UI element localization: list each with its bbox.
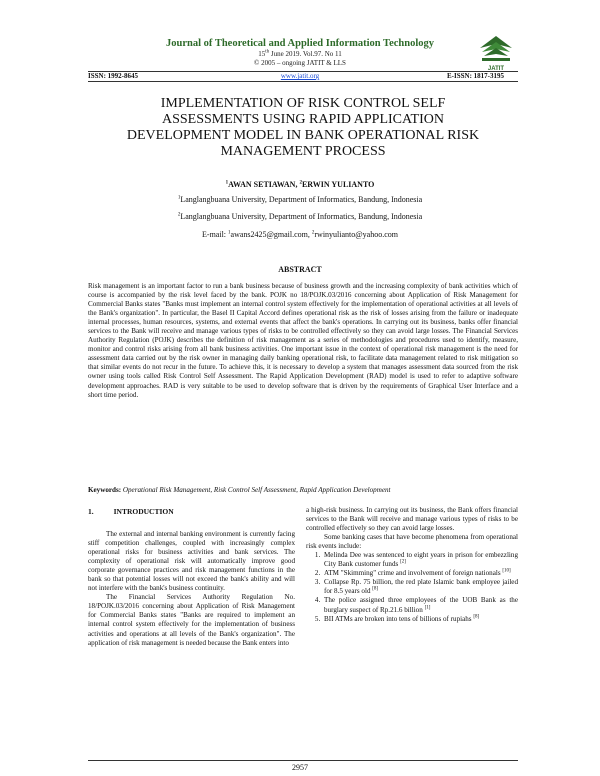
eissn-label: E-ISSN: 1817-3195 [447,72,504,80]
operational-risk-events-list [306,551,518,623]
list-item: 4. The police assigned three employees of the UOB Bank as the burglary suspect of Rp.21.6 billion [1] [322,596,518,614]
intro-paragraph: The Financial Services Authority Regulation No. 18/POJK.03/2016 concerning about Application of Risk Management for Commercial Banks states "Banks are required to implement an internal control system effectively for the implementation of business activities and operations at all levels of the Bank's organization". The application of risk management is needed because the Bank enters into [88,593,295,647]
intro-events-lead: Some banking cases that have become phenomena from operational risk events include: [306,533,518,551]
footer-rule [88,760,518,761]
journal-title: Journal of Theoretical and Applied Information Technology [166,38,434,49]
intro-left-column [88,530,295,648]
title-line: ASSESSMENTS USING RAPID APPLICATION [162,112,444,127]
journal-issue-date: 15th June 2019. Vol.97. No 11 [258,49,342,58]
title-line: MANAGEMENT PROCESS [220,144,386,159]
journal-copyright: © 2005 – ongoing JATIT & LLS [254,59,346,67]
journal-website-link[interactable]: www.jatit.org [280,72,320,80]
list-item: 1. Melinda Dee was sentenced to eight years in prison for embezzling City Bank customer funds [2] [322,551,518,569]
author-list: $^1$AWAN SETIAWAN, $^2$ERWIN YULIANTO [225,180,375,189]
logo-text: JATIT [487,66,505,72]
list-item: 2. ATM "Skimming" crime and involvement of foreign nationals [10] [322,569,518,578]
author-emails: E-mail: $^1$awans2425@gmail.com, $^2$rwinyulianto@yahoo.com [202,230,398,239]
paper-title [88,96,518,160]
abstract-text: Risk management is an important factor to run a bank business because of business growth and the increasing complexity of bank activities which of course is accompanied by the risk level faced by the bank. POJK no 18/POJK.03/2016 concerning about Application of Risk Management for Commercial Banks states "Banks must implement an internal control system effectively for the implementation of operational activities at all levels of the Bank's organization". In particular, the Basel II Capital Accord defines operational risk as the risk of losses arising from the failure or inadequate internal processes, human resources, systems, and external events that affect the bank's operations. In carrying out its business, banks offer financial services to the Bank will receive and manage various types of risks to be controlled effectively so they can avoid large losses. The Financial Services Authority Regulation (POJK) describes the definition of risk management as a series of methodologies and procedures used to identify, measure, monitor and control risks arising from all bank business activities. One important issue in the context of operational risk management is the need for assessment data carried out by the risk owner in managing daily banking operational risk, to facilitate data management related to risk mitigation so that similar events do not recur in the future. To achieve this, it is necessary to develop a system that manages assessment data sourced from the risk owner using tools called Risk Control Self Assessment. The Rapid Application Development (RAD) model is used to refer to adaptive software development approaches. RAD is very suitable to be used to develop software that is driven by the requirements of Graphical User Interface and a short time period. [88,282,518,399]
list-item: 3. Collapse Rp. 75 billion, the red plate Islamic bank employee jailed for 8.5 years old [8] [322,578,518,596]
page-number: 2957 [292,763,308,772]
list-item: 5. BII ATMs are broken into tens of billions of rupiahs [8] [322,615,518,624]
intro-continuation: a high-risk business. In carrying out its business, the Bank offers financial services to the Bank will receive and manage various types of risks to be controlled effectively so they can avoid large losses. [306,506,518,533]
intro-right-column [306,506,518,624]
intro-paragraph: The external and internal banking environment is currently facing stiff competition challenges, coupled with increasingly complex operational risks for business activities and bank services. The complexity of operational risk will automatically improve good corporate governance practices and risk management functions in the bank so that potential losses will not exceed the bank's ability and will not interfere with the bank's business continuity. [88,530,295,593]
issn-label: ISSN: 1992-8645 [88,72,138,80]
affiliation-1: $^1$Langlangbuana University, Department of Informatics, Bandung, Indonesia [177,195,423,204]
header-rule-bottom [88,81,518,82]
keywords-line: Keywords: Operational Risk Management, Risk Control Self Assessment, Rapid Application Development [88,486,391,494]
section-heading-introduction: 1. INTRODUCTION [88,507,174,516]
title-line: IMPLEMENTATION OF RISK CONTROL SELF [160,96,446,111]
abstract-heading: ABSTRACT [278,265,322,274]
jatit-logo [476,30,516,74]
affiliation-2: $^2$Langlangbuana University, Department of Informatics, Bandung, Indonesia [177,212,423,221]
title-line: DEVELOPMENT MODEL IN BANK OPERATIONAL RISK [126,128,480,143]
